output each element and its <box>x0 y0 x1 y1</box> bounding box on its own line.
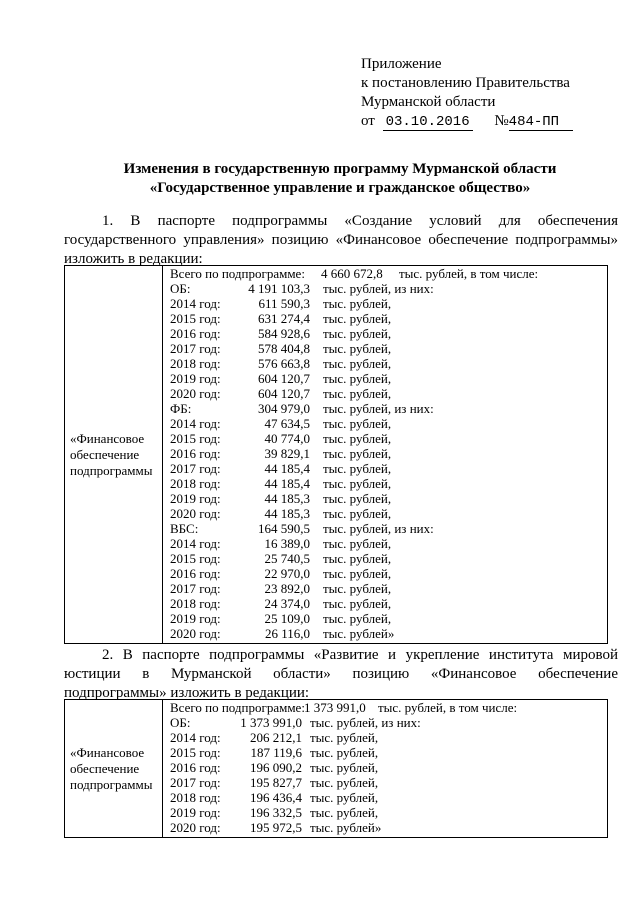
row-amount: 584 928,6 <box>258 326 310 341</box>
label-line: обеспечение <box>70 760 140 776</box>
row-amount: 40 774,0 <box>264 431 310 446</box>
row-label: 2016 год: <box>170 566 221 581</box>
appendix-date-row <box>361 112 573 131</box>
row-amount: 44 185,3 <box>264 506 310 521</box>
row-unit: тыс. рублей, <box>323 491 392 506</box>
row-unit: тыс. рублей, <box>323 371 392 386</box>
row-amount: 24 374,0 <box>264 596 310 611</box>
row-amount: 206 212,1 <box>250 730 302 745</box>
row-unit: тыс. рублей, <box>323 431 392 446</box>
row-amount: 195 972,5 <box>250 820 302 835</box>
row-amount: 196 436,4 <box>250 790 302 805</box>
financing-row <box>170 730 607 745</box>
financing-row <box>170 581 607 596</box>
financing-row <box>170 536 607 551</box>
row-label: 2019 год: <box>170 491 221 506</box>
row-unit: тыс. рублей, <box>323 506 392 521</box>
financing-row <box>170 356 607 371</box>
row-unit: тыс. рублей, <box>310 775 379 790</box>
row-unit: тыс. рублей» <box>323 626 395 641</box>
financing-table-1 <box>64 265 608 644</box>
row-label: 2020 год: <box>170 506 221 521</box>
row-label: 2014 год: <box>170 536 221 551</box>
row-label: 2019 год: <box>170 371 221 386</box>
resolution-number: 484-ПП <box>509 114 573 131</box>
row-amount: 1 373 991,0 <box>304 700 366 715</box>
financing-row <box>170 700 607 715</box>
row-label: ФБ: <box>170 401 192 416</box>
row-label: 2016 год: <box>170 326 221 341</box>
row-unit: тыс. рублей, <box>310 745 379 760</box>
row-label: 2015 год: <box>170 431 221 446</box>
row-label: 2018 год: <box>170 596 221 611</box>
row-label: 2018 год: <box>170 790 221 805</box>
row-unit: тыс. рублей, из них: <box>323 281 434 296</box>
row-label: 2015 год: <box>170 745 221 760</box>
row-unit: тыс. рублей, из них: <box>323 401 434 416</box>
financing-table-2 <box>64 699 608 838</box>
financing-row <box>170 281 607 296</box>
row-amount: 611 590,3 <box>258 296 310 311</box>
appendix-line: к постановлению Правительства <box>361 75 570 91</box>
financing-row <box>170 266 607 281</box>
financing-row <box>170 506 607 521</box>
row-label: 2014 год: <box>170 416 221 431</box>
financing-row <box>170 521 607 536</box>
row-amount: 578 404,8 <box>258 341 310 356</box>
row-amount: 604 120,7 <box>258 386 310 401</box>
row-label: 2014 год: <box>170 730 221 745</box>
row-amount: 4 660 672,8 <box>321 266 383 281</box>
row-amount: 164 590,5 <box>258 521 310 536</box>
financing-row <box>170 551 607 566</box>
row-label: 2017 год: <box>170 341 221 356</box>
financing-row <box>170 341 607 356</box>
financing-values-cell <box>163 700 608 838</box>
number-label: № <box>494 113 509 129</box>
label-line: подпрограммы <box>70 776 153 792</box>
row-unit: тыс. рублей, в том числе: <box>399 266 539 281</box>
row-amount: 23 892,0 <box>264 581 310 596</box>
appendix-header <box>361 55 573 131</box>
row-unit: тыс. рублей, <box>323 416 392 431</box>
row-amount: 47 634,5 <box>264 416 310 431</box>
row-amount: 4 191 103,3 <box>248 281 310 296</box>
financing-row <box>170 715 607 730</box>
financing-row <box>170 371 607 386</box>
row-label: 2014 год: <box>170 296 221 311</box>
row-unit: тыс. рублей, <box>310 805 379 820</box>
item-1-paragraph <box>64 212 618 269</box>
row-unit: тыс. рублей, <box>323 611 392 626</box>
financing-list <box>163 700 607 837</box>
row-unit: тыс. рублей, <box>323 356 392 371</box>
paragraph-line: 2. В паспорте подпрограммы «Развитие и укрепление института мировой <box>102 647 618 663</box>
financing-label-cell <box>65 700 163 838</box>
row-label: 2018 год: <box>170 356 221 371</box>
row-label: ВБС: <box>170 521 199 536</box>
row-unit: тыс. рублей, <box>323 311 392 326</box>
row-amount: 44 185,3 <box>264 491 310 506</box>
row-amount: 195 827,7 <box>250 775 302 790</box>
financing-row <box>170 745 607 760</box>
row-label: Всего по подпрограмме: <box>170 266 305 281</box>
row-label: 2020 год: <box>170 386 221 401</box>
row-amount: 631 274,4 <box>258 311 310 326</box>
label-line: «Финансовое <box>70 430 145 446</box>
row-unit: тыс. рублей, <box>323 596 392 611</box>
row-unit: тыс. рублей, <box>310 730 379 745</box>
title-line: Изменения в государственную программу Мурманской области <box>123 161 557 177</box>
title-line: «Государственное управление и гражданское общество» <box>149 180 531 196</box>
financing-row <box>170 805 607 820</box>
financing-row <box>170 820 607 835</box>
row-unit: тыс. рублей, <box>323 476 392 491</box>
row-unit: тыс. рублей, в том числе: <box>378 700 518 715</box>
row-amount: 187 119,6 <box>250 745 302 760</box>
row-amount: 16 389,0 <box>264 536 310 551</box>
row-unit: тыс. рублей, из них: <box>323 521 434 536</box>
financing-row <box>170 431 607 446</box>
row-amount: 44 185,4 <box>264 476 310 491</box>
financing-row <box>170 566 607 581</box>
label-line: обеспечение <box>70 446 140 462</box>
row-label: 2016 год: <box>170 446 221 461</box>
row-label: 2019 год: <box>170 611 221 626</box>
row-unit: тыс. рублей, из них: <box>310 715 421 730</box>
row-unit: тыс. рублей, <box>323 551 392 566</box>
row-amount: 25 109,0 <box>264 611 310 626</box>
appendix-line: Приложение <box>361 56 442 72</box>
row-amount: 44 185,4 <box>264 461 310 476</box>
row-label: 2017 год: <box>170 581 221 596</box>
row-unit: тыс. рублей, <box>323 566 392 581</box>
row-amount: 26 116,0 <box>264 626 310 641</box>
document-title <box>60 160 620 198</box>
row-label: Всего по подпрограмме: <box>170 700 305 715</box>
label-line: «Финансовое <box>70 744 145 760</box>
row-label: 2017 год: <box>170 461 221 476</box>
financing-row <box>170 401 607 416</box>
row-amount: 22 970,0 <box>264 566 310 581</box>
row-amount: 1 373 991,0 <box>240 715 302 730</box>
row-unit: тыс. рублей, <box>323 536 392 551</box>
row-amount: 576 663,8 <box>258 356 310 371</box>
row-label: 2015 год: <box>170 311 221 326</box>
label-line: подпрограммы <box>70 462 153 478</box>
row-label: 2016 год: <box>170 760 221 775</box>
appendix-line: Мурманской области <box>361 94 496 110</box>
paragraph-line: изложить в редакции: <box>64 251 203 267</box>
row-unit: тыс. рублей, <box>323 386 392 401</box>
financing-row <box>170 760 607 775</box>
financing-row <box>170 790 607 805</box>
row-unit: тыс. рублей, <box>323 461 392 476</box>
financing-row <box>170 775 607 790</box>
row-label: ОБ: <box>170 715 191 730</box>
resolution-date: 03.10.2016 <box>383 114 473 131</box>
financing-row <box>170 491 607 506</box>
row-label: 2020 год: <box>170 820 221 835</box>
financing-list <box>163 266 607 643</box>
financing-row <box>170 611 607 626</box>
row-unit: тыс. рублей, <box>323 326 392 341</box>
row-label: 2015 год: <box>170 551 221 566</box>
paragraph-line: 1. В паспорте подпрограммы «Создание условий для обеспечения <box>102 213 618 229</box>
row-unit: тыс. рублей, <box>323 581 392 596</box>
financing-row <box>170 296 607 311</box>
paragraph-line: подпрограммы» изложить в редакции: <box>64 685 310 701</box>
row-amount: 39 829,1 <box>264 446 310 461</box>
financing-row <box>170 461 607 476</box>
financing-row <box>170 311 607 326</box>
row-amount: 196 332,5 <box>250 805 302 820</box>
row-amount: 604 120,7 <box>258 371 310 386</box>
financing-row <box>170 626 607 641</box>
financing-row <box>170 596 607 611</box>
row-amount: 25 740,5 <box>264 551 310 566</box>
paragraph-line: юстиции в Мурманской области» позицию «Финансовое обеспечение <box>64 666 618 682</box>
financing-values-cell <box>163 266 608 644</box>
row-label: 2017 год: <box>170 775 221 790</box>
financing-row <box>170 476 607 491</box>
item-2-paragraph <box>64 646 618 703</box>
row-unit: тыс. рублей, <box>323 446 392 461</box>
paragraph-line: государственного управления» позицию «Финансовое обеспечение подпрограммы» <box>64 232 618 248</box>
row-unit: тыс. рублей, <box>323 341 392 356</box>
financing-row <box>170 326 607 341</box>
row-label: 2018 год: <box>170 476 221 491</box>
financing-row <box>170 386 607 401</box>
from-label: от <box>361 113 375 129</box>
row-unit: тыс. рублей» <box>310 820 382 835</box>
row-unit: тыс. рублей, <box>323 296 392 311</box>
row-amount: 304 979,0 <box>258 401 310 416</box>
row-amount: 196 090,2 <box>250 760 302 775</box>
financing-label-cell <box>65 266 163 644</box>
row-label: 2020 год: <box>170 626 221 641</box>
row-label: ОБ: <box>170 281 191 296</box>
financing-row <box>170 416 607 431</box>
row-unit: тыс. рублей, <box>310 760 379 775</box>
row-label: 2019 год: <box>170 805 221 820</box>
financing-row <box>170 446 607 461</box>
row-unit: тыс. рублей, <box>310 790 379 805</box>
